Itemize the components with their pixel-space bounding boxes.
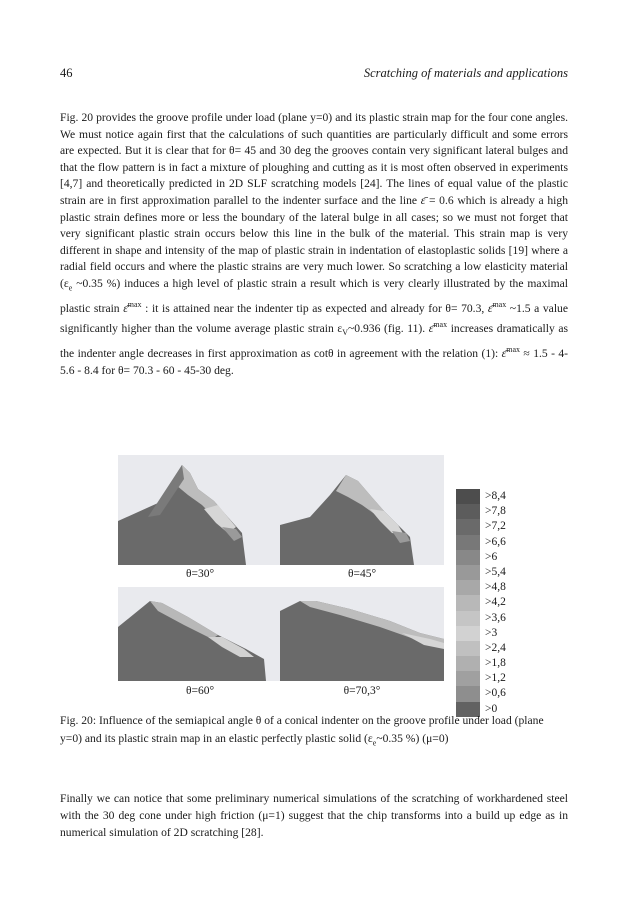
legend-swatch	[456, 686, 480, 701]
legend-label: >7,8	[485, 505, 506, 518]
legend-label: >4,2	[485, 596, 506, 609]
legend-label: >0	[485, 702, 498, 715]
legend-swatch	[456, 656, 480, 671]
legend-label: >1,2	[485, 672, 506, 685]
legend-item	[456, 671, 528, 686]
panel-label-theta-60: θ=60°	[185, 685, 215, 697]
legend-swatch	[456, 535, 480, 550]
legend-item	[456, 641, 528, 656]
legend-swatch	[456, 550, 480, 565]
legend-item	[456, 656, 528, 671]
panel-theta-30	[118, 455, 280, 565]
page-number: 46	[60, 66, 73, 80]
legend-item	[456, 626, 528, 641]
panel-label-theta-30: θ=30°	[185, 568, 215, 580]
superscript-max: max	[506, 345, 521, 355]
legend-item	[456, 565, 528, 580]
legend-item	[456, 504, 528, 519]
epsilon-bar-symbol: ε̄	[420, 193, 426, 207]
legend-swatch	[456, 489, 480, 504]
panel-label-theta-45: θ=45°	[347, 568, 377, 580]
legend-label: >8,4	[485, 490, 506, 502]
legend-item	[456, 519, 528, 534]
para1-text-8: ≈ 1.5 - 4- 5.6 - 8.4 for θ= 70.3 - 60 - 45-30 deg.	[60, 346, 569, 377]
panel-theta-70-3	[280, 587, 444, 681]
legend-swatch	[456, 519, 480, 534]
legend-item	[456, 595, 528, 610]
subscript-v: V	[342, 328, 349, 338]
epsilon-bar-symbol: ε̄	[487, 301, 493, 315]
legend-item	[456, 535, 528, 550]
legend-item	[456, 489, 528, 504]
para1-text-2: = 0.6 which is already a high plastic strain defines more or less the boundary of the lateral bulge in all cases; so we must not forget that very significant plastic strain occurs below this line in the bulk of the material. This strain map is very different in shape and intensity of the map of plastic strain in indentation of elastoplastic solids [19] where a radial field occurs and where the plastic strains are very much lower. So scratching a low elasticity material (ε	[60, 193, 568, 290]
legend-label: >3,6	[485, 611, 506, 624]
running-title: Scratching of materials and applications	[363, 66, 568, 80]
panel-label-theta-70-3: θ=70,3°	[343, 685, 381, 697]
subscript-e: e	[68, 283, 73, 293]
legend-swatch	[456, 671, 480, 686]
legend-label: >5,4	[485, 565, 506, 578]
para1-text-6: ~0.936 (fig. 11).	[348, 322, 429, 336]
epsilon-bar-symbol: ε̄	[123, 301, 128, 315]
superscript-max: max	[492, 299, 507, 309]
superscript-max: max	[433, 320, 448, 330]
legend-swatch	[456, 641, 480, 656]
para1-text-4: : it is attained near the indenter tip as expected and already for θ= 70.3,	[141, 301, 488, 315]
para1-text-7: increases dramatically as the indenter angle decreases in first approximation as cotθ in agreement with the relation (1):	[60, 322, 569, 360]
page-header	[60, 66, 568, 84]
legend-item	[456, 611, 528, 626]
para1-text-1: Fig. 20 provides the groove profile under load (plane y=0) and its plastic strain map for the four cone angles. We must notice again first that the calculations of such quantities are particularly difficult and some errors are expected. But it is clear that for θ= 45 and 30 deg the grooves contain very significant lateral bulges and that the flow pattern is in fact a mixture of ploughing and cutting as it is most often observed in experiments [4,7] and theoretically predicted in 2D SLF scratching models [24]. The lines of equal value of the plastic strain are in first approximation parallel to the indenter surface and the line	[60, 111, 568, 207]
legend-swatch	[456, 595, 480, 610]
para1-text-5: ~1.5 a value significantly higher than the volume average plastic strain ε	[60, 301, 568, 336]
legend-label: >2,4	[485, 641, 506, 654]
legend-label: >7,2	[485, 520, 506, 533]
legend-label: >1,8	[485, 657, 506, 670]
body-paragraph-1	[60, 110, 568, 379]
caption-text-1: Fig. 20: Influence of the semiapical angle θ of a conical indenter on the groove profile under load (plane y=0) and its plastic strain map in an elastic perfectly plastic solid (ε	[60, 714, 544, 745]
legend-label: >4,8	[485, 581, 506, 594]
legend-swatch	[456, 580, 480, 595]
body-paragraph-2: Finally we can notice that some preliminary numerical simulations of the scratching of workhardened steel with the 30 deg cone under high friction (μ=1) suggest that the chip transforms into a build up edge as in numerical simulation of 2D scratching [28].	[60, 792, 568, 839]
legend-swatch	[456, 504, 480, 519]
panel-theta-45	[280, 455, 444, 565]
legend-item	[456, 550, 528, 565]
strain-legend	[456, 489, 528, 717]
caption-text-2: ~0.35 %) (μ=0)	[376, 732, 449, 745]
panel-theta-60	[118, 587, 280, 681]
superscript-max: max	[127, 299, 142, 309]
legend-label: >0,6	[485, 687, 506, 700]
legend-swatch	[456, 626, 480, 641]
subscript-e: e	[372, 738, 377, 748]
legend-item	[456, 686, 528, 701]
legend-label: >6	[485, 550, 498, 563]
para1-text-3: ~0.35 %) induces a high level of plastic strain a result which is very clearly illustrated by the maximal plastic strain	[60, 276, 568, 315]
legend-item	[456, 580, 528, 595]
epsilon-bar-symbol: ε̄	[501, 346, 507, 360]
legend-label: >3	[485, 626, 498, 639]
figure-20	[118, 455, 508, 701]
legend-swatch	[456, 565, 480, 580]
legend-swatch	[456, 611, 480, 626]
epsilon-bar-symbol: ε̄	[428, 322, 434, 336]
figure-caption	[60, 712, 568, 752]
legend-label: >6,6	[485, 535, 506, 548]
